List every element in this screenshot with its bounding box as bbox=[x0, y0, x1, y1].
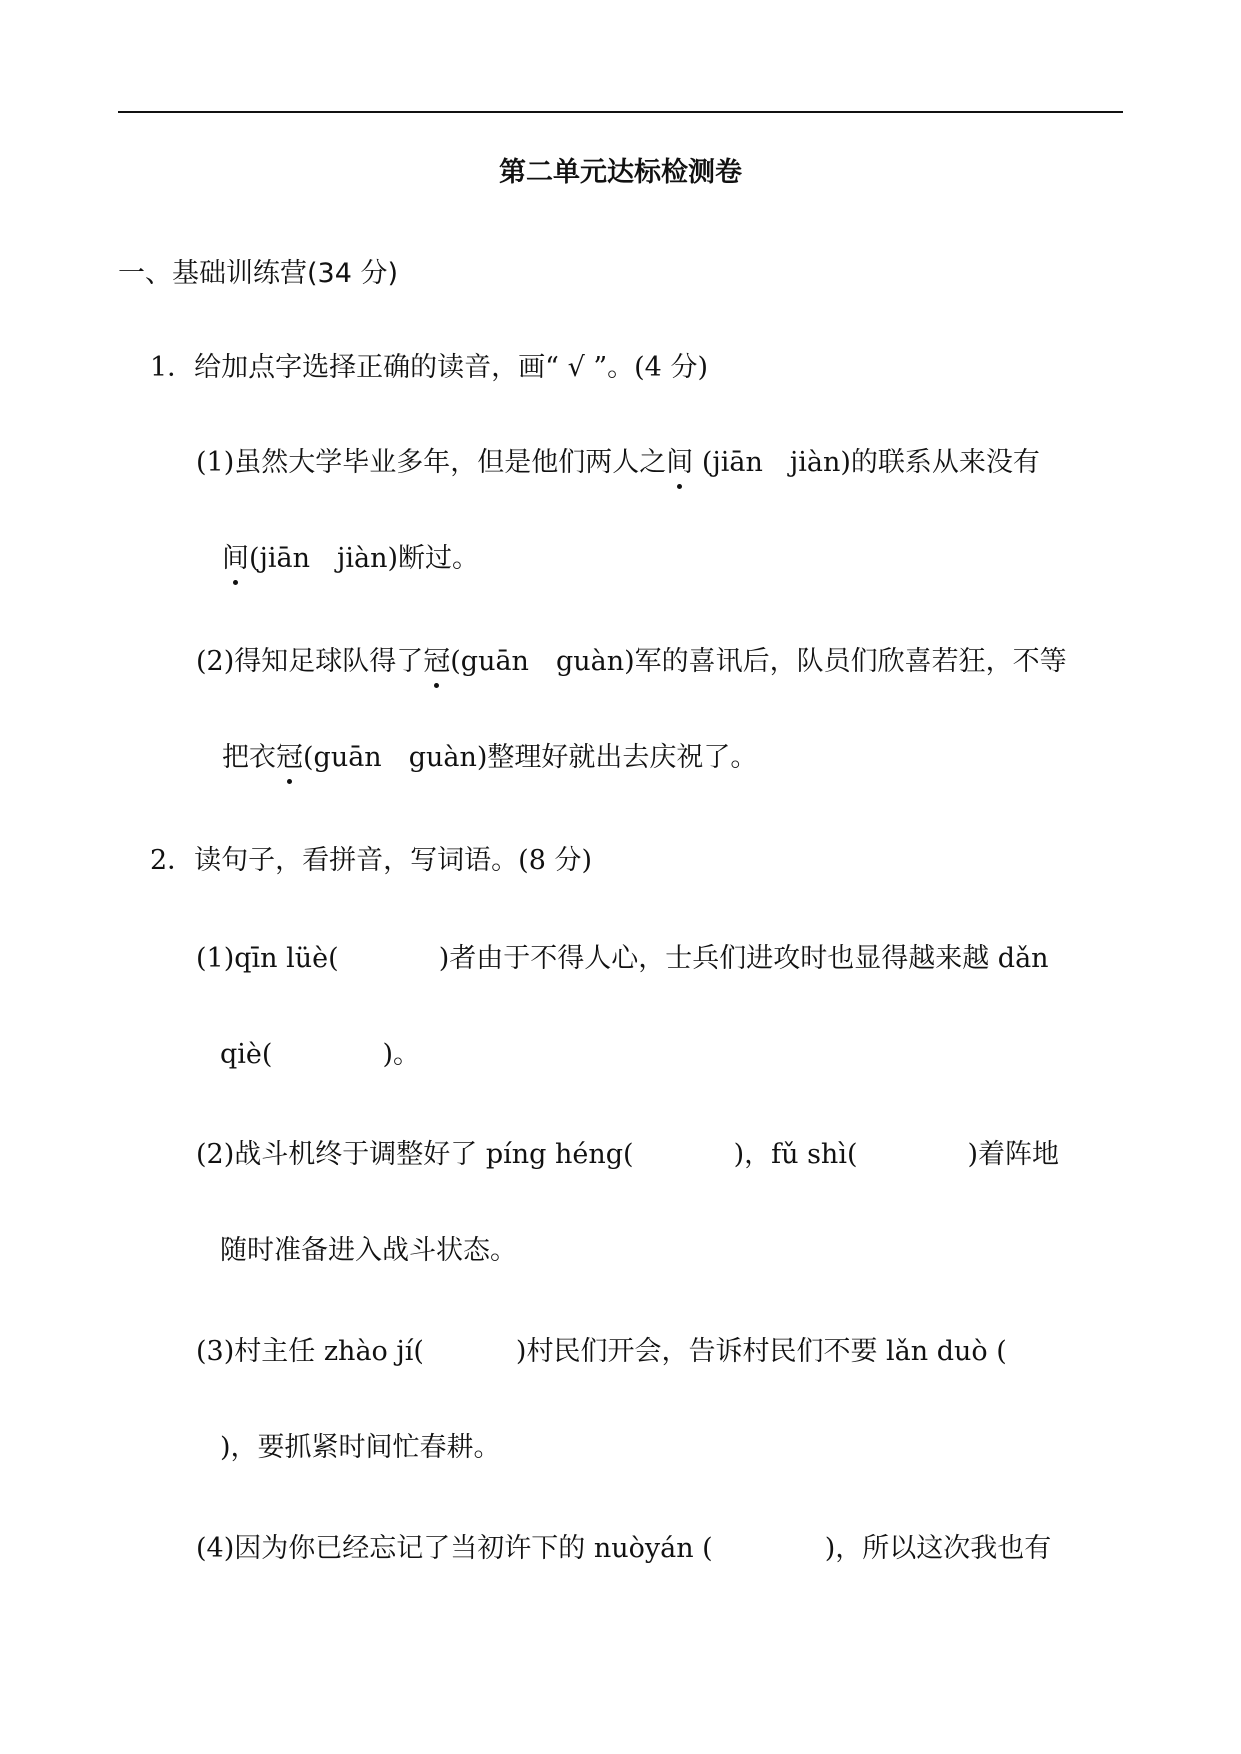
q2-item-1-line-1: (1)qīn lüè( )者由于不得人心，士兵们进攻时也显得越来越 dǎn bbox=[196, 943, 1049, 974]
dotted-char: 间 bbox=[222, 541, 249, 577]
q1-item-2-line-1: (2)得知足球队得了冠(guān guàn)军的喜讯后，队员们欣喜若狂，不等 bbox=[196, 644, 1067, 680]
q1-item-1-line-2: 间(jiān jiàn)断过。 bbox=[222, 541, 479, 577]
dotted-char: 冠 bbox=[423, 644, 450, 680]
q2-item-3-line-2: )，要抓紧时间忙春耕。 bbox=[220, 1432, 501, 1463]
section-heading: 一、基础训练营(34 分) bbox=[118, 258, 399, 289]
dotted-char: 冠 bbox=[276, 740, 303, 776]
dotted-char: 间 bbox=[666, 445, 693, 481]
q2-item-2-line-2: 随时准备进入战斗状态。 bbox=[220, 1235, 517, 1266]
q2-item-3-line-1: (3)村主任 zhào jí( )村民们开会，告诉村民们不要 lǎn duò ( bbox=[196, 1336, 1007, 1367]
q2-item-1-line-2: qiè( )。 bbox=[220, 1039, 420, 1070]
q1-item-1-line-1: (1)虽然大学毕业多年，但是他们两人之间 (jiān jiàn)的联系从来没有 bbox=[196, 445, 1040, 481]
q2-item-4-line-1: (4)因为你已经忘记了当初许下的 nuòyán ( )，所以这次我也有 bbox=[196, 1533, 1052, 1564]
question-2-prompt: 2．读句子，看拼音，写词语。(8 分) bbox=[150, 845, 593, 876]
q1-item-2-line-2: 把衣冠(guān guàn)整理好就出去庆祝了。 bbox=[222, 740, 757, 776]
page-title: 第二单元达标检测卷 bbox=[499, 157, 742, 188]
question-1-prompt: 1．给加点字选择正确的读音，画“ √ ”。(4 分) bbox=[150, 352, 708, 383]
header-rule bbox=[118, 111, 1123, 113]
q2-item-2-line-1: (2)战斗机终于调整好了 píng héng( )，fǔ shì( )着阵地 bbox=[196, 1139, 1060, 1170]
